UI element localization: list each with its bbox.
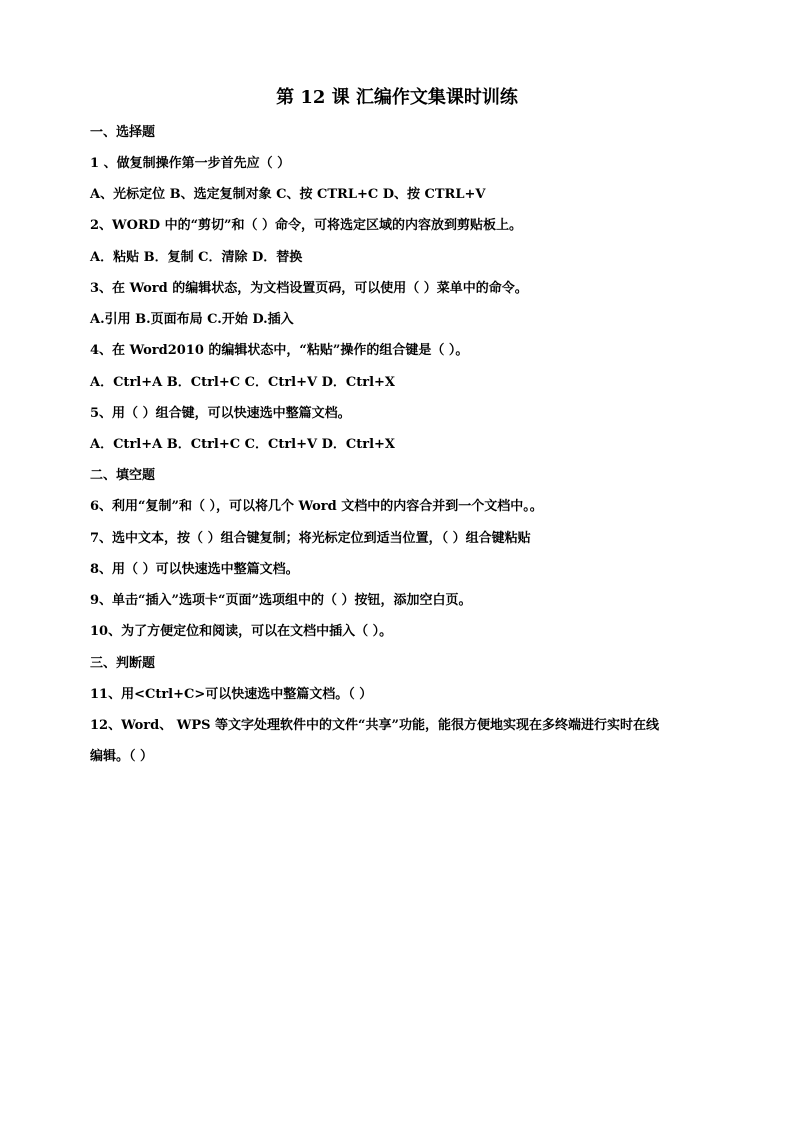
question-7: 7、选中文本，按（ ）组合键复制；将光标定位到适当位置，（ ）组合键粘贴 [90, 531, 531, 546]
question-3-options: A.引用 B.页面布局 C.开始 D.插入 [90, 312, 294, 327]
question-12-continued: 编辑。（ ） [90, 749, 154, 764]
question-3: 3、在 Word 的编辑状态，为文档设置页码，可以使用（ ）菜单中的命令。 [90, 281, 528, 296]
question-8: 8、用（ ）可以快速选中整篇文档。 [90, 562, 299, 577]
question-4: 4、在 Word2010 的编辑状态中，“粘贴”操作的组合键是（ ）。 [90, 343, 469, 358]
question-11: 11、用<Ctrl+C>可以快速选中整篇文档。（ ） [90, 687, 373, 702]
document-title: 第 12 课 汇编作文集课时训练 [276, 87, 518, 108]
question-1-options: A、光标定位 B、选定复制对象 C、按 CTRL+C D、按 CTRL+V [90, 187, 486, 202]
question-4-options: A．Ctrl+A B．Ctrl+C C．Ctrl+V D．Ctrl+X [90, 375, 396, 390]
question-12: 12、Word、 WPS 等文字处理软件中的文件“共享”功能，能很方便地实现在多终端进行实时在线 [90, 718, 660, 733]
question-2-options: A．粘贴 B．复制 C．清除 D．替换 [90, 250, 303, 265]
section-heading-judge: 三、判断题 [90, 656, 156, 671]
question-2: 2、WORD 中的“剪切”和（ ）命令，可将选定区域的内容放到剪贴板上。 [90, 218, 523, 233]
question-6: 6、利用“复制”和（ ），可以将几个 Word 文档中的内容合并到一个文档中。。 [90, 499, 543, 514]
question-5-options: A．Ctrl+A B．Ctrl+C C．Ctrl+V D．Ctrl+X [90, 437, 396, 452]
question-1: 1 、做复制操作第一步首先应（ ） [90, 156, 291, 171]
question-9: 9、单击“插入”选项卡“页面”选项组中的（ ）按钮，添加空白页。 [90, 593, 472, 608]
section-heading-choice: 一、选择题 [90, 125, 156, 140]
section-heading-fill: 二、填空题 [90, 468, 156, 483]
question-5: 5、用（ ）组合键，可以快速选中整篇文档。 [90, 406, 351, 421]
question-10: 10、为了方便定位和阅读，可以在文档中插入（ ）。 [90, 624, 393, 639]
